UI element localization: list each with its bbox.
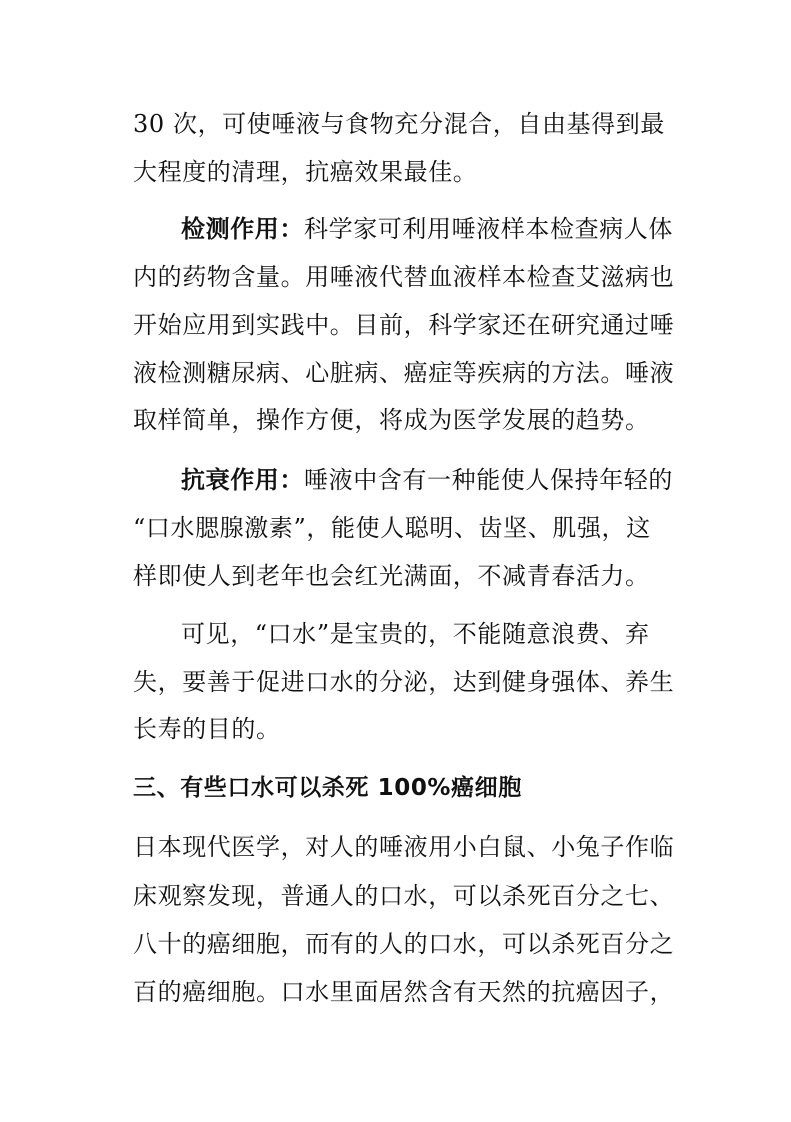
paragraph-5-line-2: 床观察发现，普通人的口水，可以杀死百分之七、 <box>133 882 675 910</box>
paragraph-2-line-4: 液检测糖尿病、心脏病、癌症等疾病的方法。唾液 <box>133 359 675 387</box>
paragraph-1-line-2: 大程度的清理，抗癌效果最佳。 <box>133 158 478 186</box>
paragraph-2-line-5: 取样简单，操作方便，将成为医学发展的趋势。 <box>133 406 650 434</box>
paragraph-2-line-1-text: 科学家可利用唾液样本检查病人体 <box>304 215 673 243</box>
paragraph-5-line-1: 日本现代医学，对人的唾液用小白鼠、小兔子作临 <box>133 833 675 861</box>
paragraph-2-line-1 <box>181 214 673 244</box>
paragraph-4-line-3: 长寿的目的。 <box>133 715 281 743</box>
paragraph-4-line-2: 失，要善于促进口水的分泌，达到健身强体、养生 <box>133 668 675 696</box>
section-heading: 三、有些口水可以杀死 100%癌细胞 <box>133 775 522 801</box>
paragraph-2-line-2: 内的药物含量。用唾液代替血液样本检查艾滋病也 <box>133 263 675 291</box>
paragraph-2-line-3: 开始应用到实践中。目前，科学家还在研究通过唾 <box>133 311 675 339</box>
paragraph-3-line-1-text: 唾液中含有一种能使人保持年轻的 <box>304 466 673 494</box>
paragraph-3-line-3: 样即使人到老年也会红光满面，不减青春活力。 <box>133 562 650 590</box>
paragraph-5-line-3: 八十的癌细胞，而有的人的口水，可以杀死百分之 <box>133 930 675 958</box>
paragraph-1-line-1: 30 次，可使唾液与食物充分混合，自由基得到最 <box>133 110 665 138</box>
paragraph-3-line-1 <box>181 465 673 495</box>
paragraph-4-line-1: 可见，“口水”是宝贵的，不能随意浪费、弃 <box>181 620 650 648</box>
anti-aging-label: 抗衰作用： <box>181 466 304 494</box>
paragraph-5-line-4: 百的癌细胞。口水里面居然含有天然的抗癌因子， <box>133 978 675 1006</box>
detection-label: 检测作用： <box>181 215 304 243</box>
paragraph-3-line-2: “口水腮腺激素”，能使人聪明、齿坚、肌强，这 <box>133 514 651 542</box>
